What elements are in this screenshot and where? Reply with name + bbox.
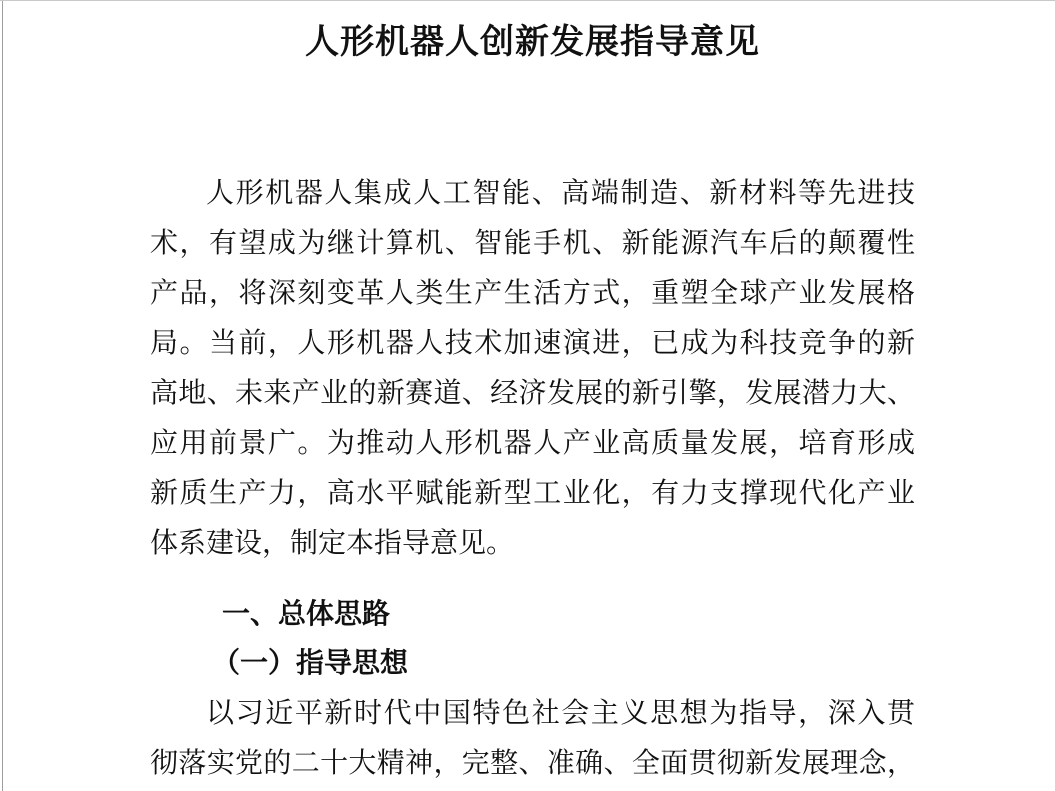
section-body-paragraph — [150, 689, 915, 789]
intro-line: 体系建设，制定本指导意见。 — [150, 528, 515, 559]
section-heading: 一、总体思路 — [222, 598, 391, 629]
section-subheading: （一）指导思想 — [212, 648, 409, 679]
intro-line: 术，有望成为继计算机、智能手机、新能源汽车后的颠覆性 — [150, 228, 915, 259]
intro-line: 人形机器人集成人工智能、高端制造、新材料等先进技 — [206, 178, 915, 209]
section-body-line: 以习近平新时代中国特色社会主义思想为指导，深入贯 — [206, 698, 915, 729]
intro-line: 高地、未来产业的新赛道、经济发展的新引擎，发展潜力大、 — [150, 378, 915, 409]
document-content — [0, 21, 1055, 789]
section-body-line: 彻落实党的二十大精神，完整、准确、全面贯彻新发展理念， — [150, 748, 915, 779]
intro-line: 应用前景广。为推动人形机器人产业高质量发展，培育形成 — [150, 428, 915, 459]
page-left-edge-line — [2, 1, 3, 791]
document-title: 人形机器人创新发展指导意见 — [305, 24, 760, 61]
intro-line: 产品，将深刻变革人类生产生活方式，重塑全球产业发展格 — [150, 278, 915, 309]
intro-paragraph — [150, 169, 915, 569]
intro-line: 新质生产力，高水平赋能新型工业化，有力支撑现代化产业 — [150, 478, 915, 509]
intro-line: 局。当前，人形机器人技术加速演进，已成为科技竞争的新 — [150, 328, 915, 359]
